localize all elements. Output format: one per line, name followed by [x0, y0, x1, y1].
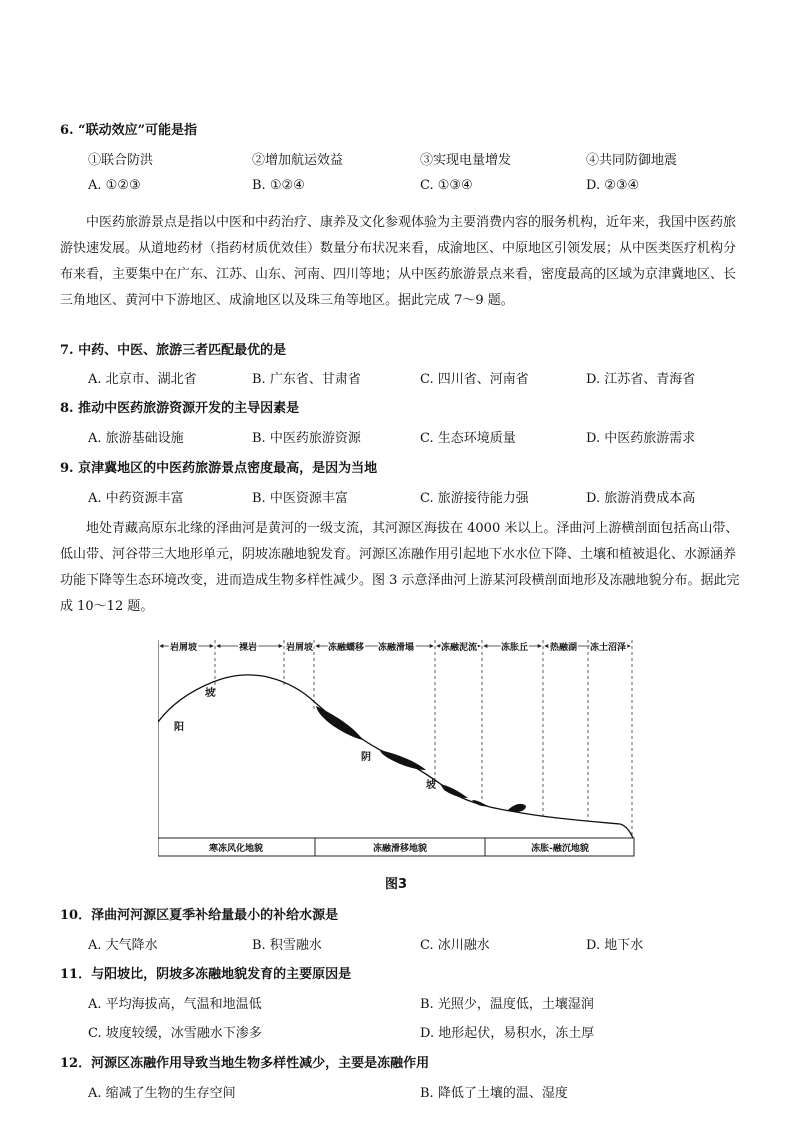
q8-stem: 8. 推动中医药旅游资源开发的主导因素是: [60, 401, 300, 416]
label-freeze-thaw-creep: 冻融蠕移: [328, 643, 365, 653]
q8-option-d: D. 中医药旅游需求: [586, 431, 696, 446]
q11-option-b: B. 光照少，温度低，土壤湿润: [420, 997, 594, 1012]
passage-zequ-river: 地处青藏高原东北缘的泽曲河是黄河的一级支流，其河源区海拔在 4000 米以上。泽曲河上游横剖面包括高山带、低山带、河谷带三大地形单元，阴坡冻融地貌发育。河源区冻融作用引起地下水水位下降、土壤和植被退化、水源涵养功能下降等生态环境改变，进而造成生物多样性减少。图 3 示意泽曲河上游某河段横剖面地形及冻融地貌分布。据此完成 10～12 题。: [60, 521, 740, 614]
q8-option-b: B. 中医药旅游资源: [252, 431, 361, 446]
q10-option-b: B. 积雪融水: [252, 938, 322, 953]
q6-item-1: ①联合防洪: [88, 153, 154, 168]
q7-stem: 7. 中药、中医、旅游三者匹配最优的是: [60, 343, 287, 358]
label-bare-rock: 裸岩: [239, 643, 258, 653]
deposit-1: [316, 706, 363, 740]
q10-option-d: D. 地下水: [586, 938, 644, 953]
label-yin: 阴: [361, 752, 371, 763]
q6-option-d: D. ②③④: [586, 178, 640, 193]
q9-option-d: D. 旅游消费成本高: [586, 491, 696, 506]
label-frost-mound: 冻胀丘: [501, 643, 529, 653]
label-freeze-thaw-mudflow: 冻融泥流: [441, 643, 478, 653]
label-frost-heave-thaw: 冻胀-融沉地貌: [531, 844, 589, 854]
q6-option-a: A. ①②③: [88, 178, 141, 193]
q6-item-4: ④共同防御地震: [586, 153, 678, 168]
q10-option-c: C. 冰川融水: [420, 938, 490, 953]
cross-section-figure: [158, 636, 636, 858]
q10-stem: 10．泽曲河河源区夏季补给量最小的补给水源是: [60, 908, 339, 923]
figure-caption: 图3: [385, 877, 408, 892]
q6-option-c: C. ①③④: [420, 178, 473, 193]
deposit-3: [440, 784, 468, 798]
q9-option-a: A. 中药资源丰富: [88, 491, 184, 506]
deposit-2: [380, 750, 426, 770]
q11-option-c: C. 坡度较缓，冰雪融水下渗多: [88, 1026, 262, 1041]
q6-item-2: ②增加航运效益: [252, 153, 344, 168]
q9-option-c: C. 旅游接待能力强: [420, 491, 529, 506]
label-thermokarst-lake: 热融湖: [550, 643, 578, 653]
label-permafrost-swamp: 冻土沼泽: [590, 643, 627, 653]
label-po-1: 坡: [205, 688, 215, 699]
q7-option-a: A. 北京市、湖北省: [88, 372, 197, 387]
q11-stem: 11．与阳坡比，阴坡多冻融地貌发育的主要原因是: [60, 967, 352, 982]
deposit-5: [508, 804, 526, 812]
passage-tcm-tourism: 中医药旅游景点是指以中医和中药治疗、康养及文化参观体验为主要消费内容的服务机构，近年来，我国中医药旅游快速发展。从道地药材（指药材质优效佳）数量分布状况来看，成渝地区、中原地区引领发展；从中医类医疗机构分布来看，主要集中在广东、江苏、山东、河南、四川等地；从中医药旅游景点来看，密度最高的区域为京津冀地区、长三角地区、黄河中下游地区、成渝地区以及珠三角等地区。据此完成 7～9 题。: [60, 215, 737, 308]
q8-option-a: A. 旅游基础设施: [88, 431, 184, 446]
label-frost-weathering: 寒冻风化地貌: [208, 844, 264, 854]
label-talus-2: 岩屑坡: [286, 643, 314, 653]
q12-stem: 12．河源区冻融作用导致当地生物多样性减少，主要是冻融作用: [60, 1056, 430, 1071]
label-talus-1: 岩屑坡: [170, 643, 198, 653]
cross-section-svg: [158, 636, 636, 858]
label-freeze-thaw-slide: 冻融滑移地貌: [372, 844, 428, 854]
q6-item-3: ③实现电量增发: [420, 153, 512, 168]
label-freeze-thaw-slump: 冻融滑塌: [378, 643, 415, 653]
label-yang: 阳: [174, 722, 184, 733]
q8-option-c: C. 生态环境质量: [420, 431, 516, 446]
q10-option-a: A. 大气降水: [88, 938, 158, 953]
q7-option-b: B. 广东省、甘肃省: [252, 372, 361, 387]
freeze-thaw-deposits: [316, 706, 526, 812]
q7-option-c: C. 四川省、河南省: [420, 372, 529, 387]
q11-option-d: D. 地形起伏，易积水，冻土厚: [420, 1026, 595, 1041]
q11-option-a: A. 平均海拔高，气温和地温低: [88, 997, 262, 1012]
q9-stem: 9. 京津冀地区的中医药旅游景点密度最高，是因为当地: [60, 461, 378, 476]
zone-dividers: [215, 640, 632, 836]
q6-option-b: B. ①②④: [252, 178, 305, 193]
q7-option-d: D. 江苏省、青海省: [586, 372, 696, 387]
q12-option-b: B. 降低了土壤的温、湿度: [420, 1086, 568, 1101]
q9-option-b: B. 中医资源丰富: [252, 491, 348, 506]
q6-stem: 6. “联动效应”可能是指: [60, 123, 198, 138]
label-po-2: 坡: [426, 780, 436, 791]
q12-option-a: A. 缩减了生物的生存空间: [88, 1086, 236, 1101]
